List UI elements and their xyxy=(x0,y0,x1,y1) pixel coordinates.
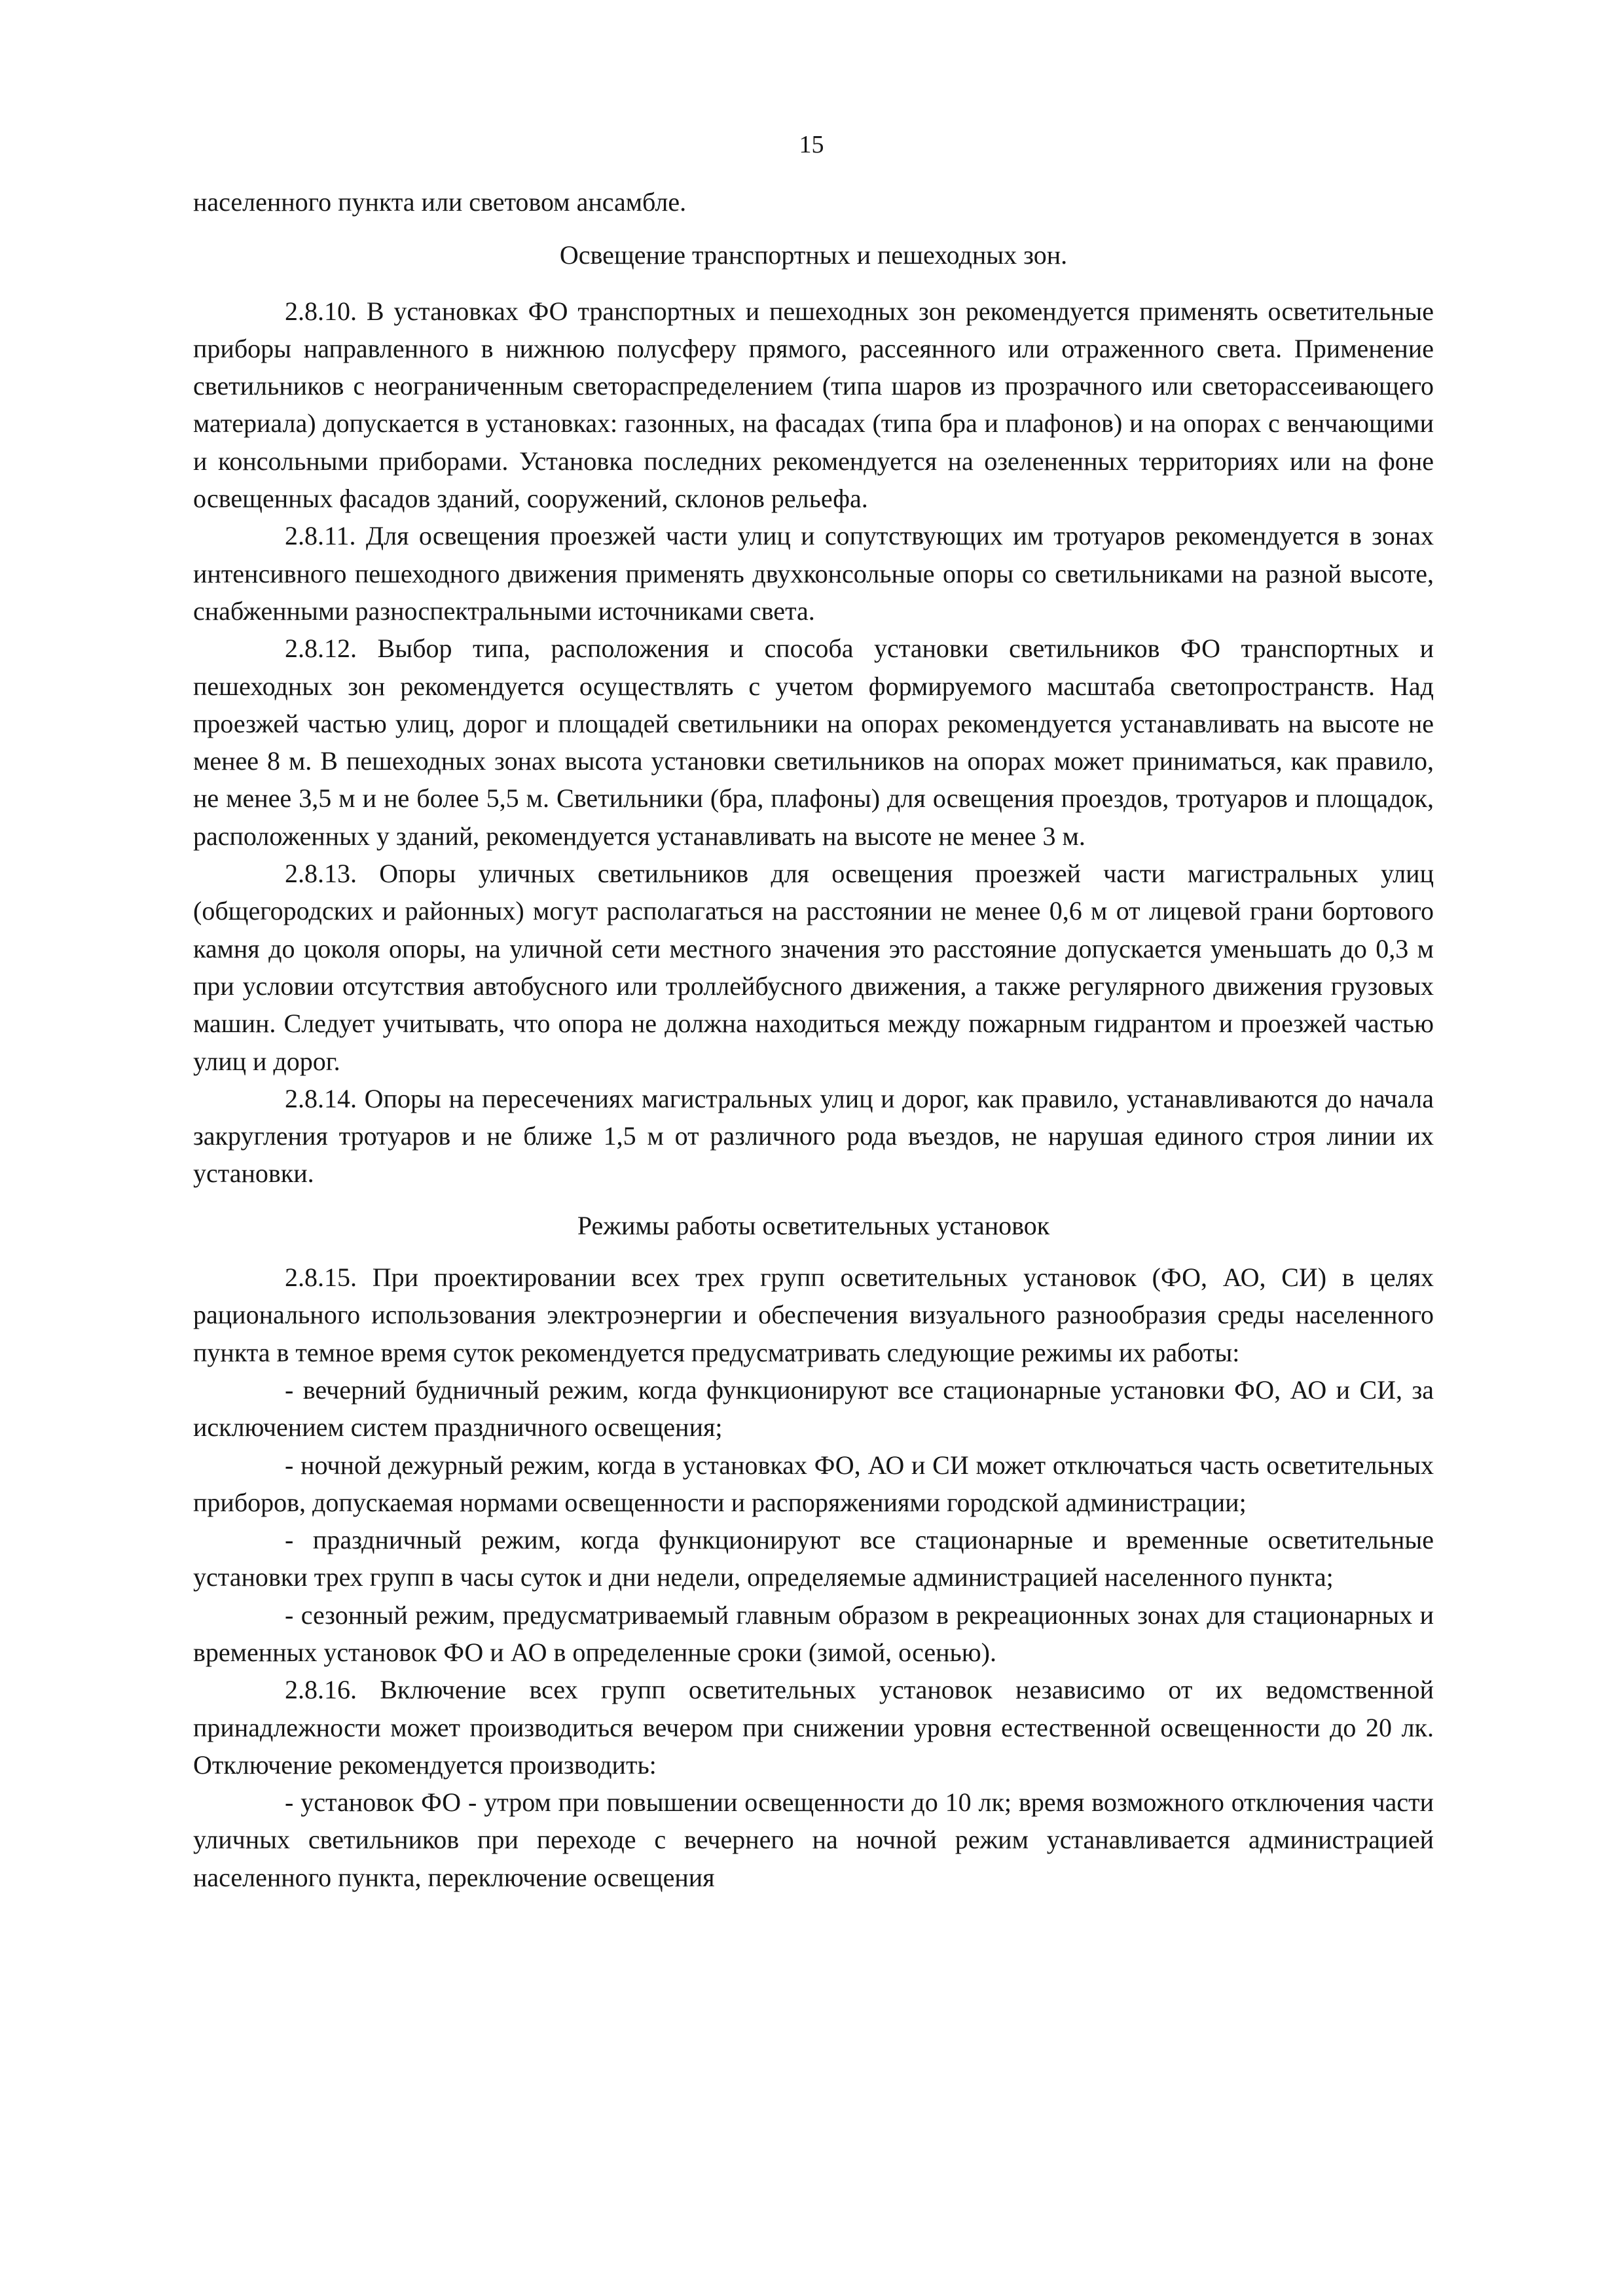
clause-2-8-10: 2.8.10. В установках ФО транспортных и пешеходных зон рекомендуется применять осветительные приборы направленного в нижнюю полусферу прямого, рассеянного или отраженного света. Применение светильников с неограниченным светораспределением (типа шаров из прозрачного или светорассеивающего материала) допускается в установках: газонных, на фасадах (типа бра и плафонов) и на опорах с венчающими и консольными приборами. Установка последних рекомендуется на озелененных территориях или на фоне освещенных фасадов зданий, сооружений, склонов рельефа. xyxy=(193,296,1434,514)
clause-2-8-14: 2.8.14. Опоры на пересечениях магистральных улиц и дорог, как правило, устанавливаются до начала закругления тротуаров и не ближе 1,5 м от различного рода въездов, не нарушая единого строя линии их установки. xyxy=(193,1083,1434,1189)
list-item-night-mode: - ночной дежурный режим, когда в установках ФО, АО и СИ может отключаться часть осветительных приборов, допускаемая нормами освещенности и распоряжениями городской администрации; xyxy=(193,1450,1434,1517)
clause-2-8-15: 2.8.15. При проектировании всех трех групп осветительных установок (ФО, АО, СИ) в целях рационального использования электроэнергии и обеспечения визуального разнообразия среды населенного пункта в темное время суток рекомендуется предусматривать следующие режимы их работы: xyxy=(193,1263,1434,1367)
clause-2-8-12: 2.8.12. Выбор типа, расположения и способа установки светильников ФО транспортных и пешеходных зон рекомендуется осуществлять с учетом формируемого масштаба светопространств. Над проезжей частью улиц, дорог и площадей светильники на опорах рекомендуется устанавливать на высоте не менее 8 м. В пешеходных зонах высота установки светильников на опорах может приниматься, как правило, не менее 3,5 м и не более 5,5 м. Светильники (бра, плафоны) для освещения проездов, тротуаров и площадок, расположенных у зданий, рекомендуется устанавливать на высоте не менее 3 м. xyxy=(193,634,1434,851)
list-item-evening-mode: - вечерний будничный режим, когда функционируют все стационарные установки ФО, АО и СИ, за исключением систем праздничного освещения; xyxy=(193,1374,1434,1443)
section-heading-lighting-zones: Освещение транспортных и пешеходных зон. xyxy=(559,240,1068,270)
document-body xyxy=(193,183,1434,1896)
page-number: 15 xyxy=(799,131,824,158)
section-heading-operating-modes: Режимы работы осветительных установок xyxy=(577,1210,1050,1240)
list-item-holiday-mode: - праздничный режим, когда функционируют все стационарные и временные осветительные установки трех групп в часы суток и дни недели, определяемые администрацией населенного пункта; xyxy=(193,1525,1434,1592)
clause-2-8-16: 2.8.16. Включение всех групп осветительных установок независимо от их ведомственной принадлежности может производиться вечером при снижении уровня естественной освещенности до 20 лк. Отключение рекомендуется производить: xyxy=(193,1675,1434,1780)
list-item-seasonal-mode: - сезонный режим, предусматриваемый главным образом в рекреационных зонах для стационарных и временных установок ФО и АО в определенные сроки (зимой, осенью). xyxy=(193,1600,1434,1667)
list-item-switch-off-fo: - установок ФО - утром при повышении освещенности до 10 лк; время возможного отключения части уличных светильников при переходе с вечернего на ночной режим устанавливается администрацией населенного пункта, переключение освещения xyxy=(193,1787,1434,1892)
clause-2-8-13: 2.8.13. Опоры уличных светильников для освещения проезжей части магистральных улиц (общегородских и районных) могут располагаться на расстоянии не менее 0,6 м от лицевой грани бортового камня до цоколя опоры, на уличной сети местного значения это расстояние допускается уменьшать до 0,3 м при условии отсутствия автобусного или троллейбусного движения, а также регулярного движения грузовых машин. Следует учитывать, что опора не должна находиться между пожарным гидрантом и проезжей частью улиц и дорог. xyxy=(193,859,1434,1076)
clause-2-8-11: 2.8.11. Для освещения проезжей части улиц и сопутствующих им тротуаров рекомендуется в зонах интенсивного пешеходного движения применять двухконсольные опоры со светильниками на разной высоте, снабженными разноспектральными источниками света. xyxy=(193,521,1434,626)
continuation-paragraph: населенного пункта или световом ансамбле. xyxy=(193,187,687,217)
